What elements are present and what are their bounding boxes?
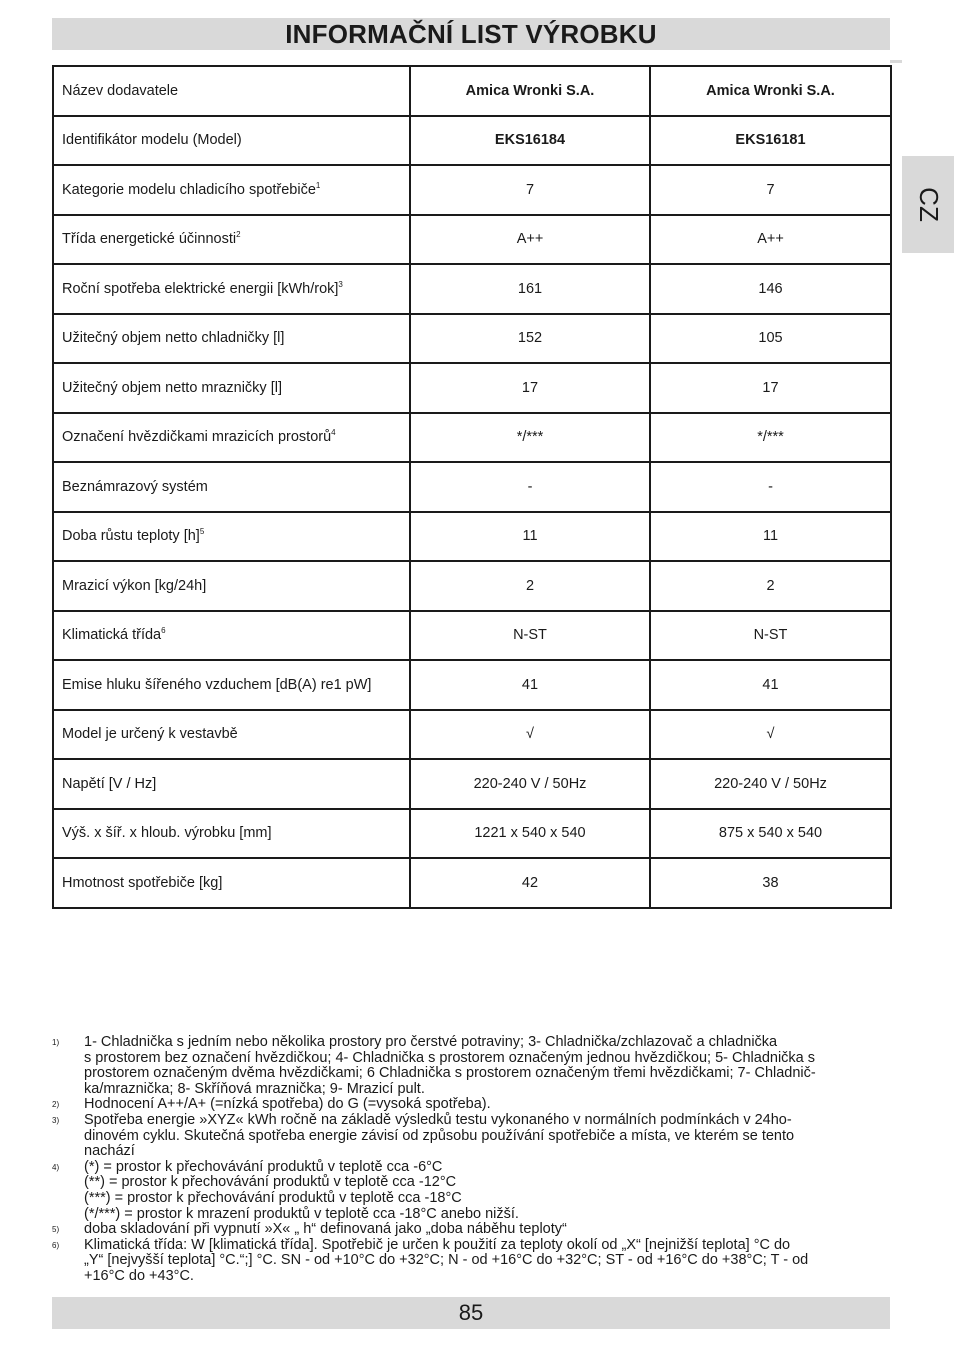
footnote-line: Hodnocení A++/A+ (=nízká spotřeba) do G (=vysoká spotřeba).: [84, 1096, 491, 1113]
model-1-value: 2: [410, 561, 650, 611]
table-row: [53, 363, 891, 413]
row-label-text: Hmotnost spotřebiče [kg]: [62, 874, 223, 891]
row-label: [53, 116, 410, 166]
model-2-value: 41: [650, 660, 891, 710]
row-label-text: Beznámrazový systém: [62, 478, 208, 495]
model-2-value: 17: [650, 363, 891, 413]
model-2-value: 38: [650, 858, 891, 908]
table-row: [53, 809, 891, 859]
row-label: [53, 512, 410, 562]
page-number: 85: [458, 1300, 484, 1325]
model-2-value: */***: [650, 413, 891, 463]
footnote: [52, 1113, 890, 1160]
row-label-text: Identifikátor modelu (Model): [62, 132, 242, 149]
model-1-value: 41: [410, 660, 650, 710]
model-2-value: -: [650, 462, 891, 512]
row-label-text: Klimatická třída: [62, 627, 162, 644]
model-2-value: 220-240 V / 50Hz: [650, 759, 891, 809]
row-label-text: Kategorie modelu chladicího spotřebiče: [62, 181, 316, 198]
table-row: [53, 759, 891, 809]
table-row: [53, 512, 891, 562]
footnote-number: 6): [52, 1240, 60, 1250]
language-label: CZ: [913, 187, 944, 222]
product-info-table-body: [53, 66, 891, 908]
table-row: [53, 264, 891, 314]
footnote-ref: 2: [236, 230, 241, 240]
row-label-text: Výš. x šíř. x hloub. výrobku [mm]: [62, 825, 272, 842]
table-row: [53, 215, 891, 265]
footnote-line: (*/***) = prostor k mrazení produktů v teplotě cca -18°C anebo nižší.: [84, 1205, 519, 1222]
footnote-number: 2): [52, 1100, 60, 1110]
footnote-line: +16°C do +43°C.: [84, 1267, 194, 1284]
row-label-text: Užitečný objem netto mrazničky [l]: [62, 379, 282, 396]
row-label: [53, 759, 410, 809]
row-label: [53, 462, 410, 512]
model-2-value: 105: [650, 314, 891, 364]
row-label: [53, 363, 410, 413]
footnote-line: (**) = prostor k přechovávání produktů v teplotě cca -12°C: [84, 1174, 457, 1191]
footnote: [52, 1160, 890, 1222]
footnote-text: [84, 1035, 890, 1097]
row-label: [53, 215, 410, 265]
language-tab: [902, 156, 954, 253]
model-2-value: 7: [650, 165, 891, 215]
row-label: [53, 561, 410, 611]
row-label: [53, 66, 410, 116]
table-row: [53, 462, 891, 512]
footnote-text: [84, 1222, 890, 1238]
footnote-number: 3): [52, 1115, 60, 1125]
model-1-value: √: [410, 710, 650, 760]
row-label-text: Napětí [V / Hz]: [62, 775, 157, 792]
footnote-line: Spotřeba energie »XYZ« kWh ročně na základě výsledků testu vykonaného v normálních podmínkách v 24ho-: [84, 1111, 792, 1128]
footnote: [52, 1238, 890, 1285]
row-label-text: Užitečný objem netto chladničky [l]: [62, 330, 285, 347]
row-label-text: Třída energetické účinnosti: [62, 231, 237, 248]
row-label-text: Název dodavatele: [62, 82, 179, 99]
table-row: [53, 413, 891, 463]
row-label: [53, 660, 410, 710]
footnote: [52, 1097, 890, 1113]
model-2-value: 2: [650, 561, 891, 611]
table-row: [53, 660, 891, 710]
model-1-value: 17: [410, 363, 650, 413]
footnote-line: 1- Chladnička s jedním nebo několika prostory pro čerstvé potraviny; 3- Chladnička/zchlazovač a chladnička: [84, 1034, 778, 1050]
row-label-text: Doba růstu teploty [h]: [62, 528, 200, 545]
page-footer: [52, 1297, 890, 1329]
table-row: [53, 561, 891, 611]
model-1-value: 161: [410, 264, 650, 314]
model-2-value: EKS16181: [650, 116, 891, 166]
model-1-value: Amica Wronki S.A.: [410, 66, 650, 116]
row-label: [53, 809, 410, 859]
model-2-value: √: [650, 710, 891, 760]
model-1-value: -: [410, 462, 650, 512]
model-1-value: 1221 x 540 x 540: [410, 809, 650, 859]
footnote-text: [84, 1113, 890, 1160]
model-1-value: 220-240 V / 50Hz: [410, 759, 650, 809]
footnote-number: 4): [52, 1162, 60, 1172]
footnote-line: nachází: [84, 1143, 135, 1160]
footnote-line: (*) = prostor k přechovávání produktů v teplotě cca -6°C: [84, 1158, 443, 1175]
table-row: [53, 66, 891, 116]
footnote-number: 5): [52, 1225, 60, 1235]
row-label: [53, 710, 410, 760]
model-1-value: 11: [410, 512, 650, 562]
model-1-value: */***: [410, 413, 650, 463]
row-label-text: Označení hvězdičkami mrazicích prostorů: [62, 429, 332, 446]
row-label: [53, 314, 410, 364]
footnote-line: „Y“ [nejvyšší teplota] °C.“;] °C. SN - od +10°C do +32°C; N - od +16°C do +32°C; ST - od +16°C do +38°C; T - od: [84, 1252, 809, 1269]
footnote-line: (***) = prostor k přechovávání produktů v teplotě cca -18°C: [84, 1189, 462, 1206]
row-label: [53, 413, 410, 463]
row-label: [53, 165, 410, 215]
table-row: [53, 314, 891, 364]
model-1-value: 42: [410, 858, 650, 908]
footnote-line: s prostorem bez označení hvězdičkou; 4- Chladnička s prostorem označeným jednou hvězdičkou; 5- Chladnička s: [84, 1049, 816, 1066]
footnote-line: doba skladování při vypnutí »X« „ h“ definovaná jako „doba náběhu teploty“: [84, 1221, 567, 1238]
table-row: [53, 710, 891, 760]
footnote-text: [84, 1238, 890, 1285]
footnote-number: 1): [52, 1038, 60, 1047]
footnote: [52, 1035, 890, 1097]
footnote-text: [84, 1097, 890, 1113]
footnotes: [52, 1035, 890, 1285]
footnote-line: prostorem označeným dvěma hvězdičkami; 6 Chladnička s prostorem označeným třemi hvězdičkami; 7- Chladnič-: [84, 1065, 816, 1082]
model-2-value: 11: [650, 512, 891, 562]
model-2-value: Amica Wronki S.A.: [650, 66, 891, 116]
footnote-line: dinovém cyklu. Skutečná spotřeba energie závisí od způsobu používání spotřebiče a místa, ve kterém se tento: [84, 1127, 795, 1144]
row-label: [53, 611, 410, 661]
row-label-text: Roční spotřeba elektrické energii [kWh/rok]: [62, 280, 339, 297]
footnote-ref: 3: [338, 279, 343, 289]
model-1-value: 152: [410, 314, 650, 364]
table-row: [53, 116, 891, 166]
product-info-table: [52, 65, 892, 909]
model-2-value: N-ST: [650, 611, 891, 661]
table-row: [53, 858, 891, 908]
row-label: [53, 264, 410, 314]
model-1-value: A++: [410, 215, 650, 265]
footnote-ref: 5: [199, 527, 205, 537]
row-label-text: Model je určený k vestavbě: [62, 726, 238, 743]
row-label-text: Mrazicí výkon [kg/24h]: [62, 577, 207, 594]
row-label: [53, 858, 410, 908]
title-bar: [52, 18, 890, 50]
footnote-text: [84, 1160, 890, 1222]
model-1-value: N-ST: [410, 611, 650, 661]
model-1-value: 7: [410, 165, 650, 215]
model-2-value: 146: [650, 264, 891, 314]
footnote-line: ka/mraznička; 8- Skříňová mraznička; 9- Mrazicí pult.: [84, 1080, 425, 1097]
row-label-text: Emise hluku šířeného vzduchem [dB(A) re1 pW]: [62, 676, 372, 693]
footnote-ref: 4: [331, 428, 336, 438]
table-row: [53, 165, 891, 215]
page-title: INFORMAČNÍ LIST VÝROBKU: [285, 18, 657, 49]
footnote: [52, 1222, 890, 1238]
footnote-ref: 6: [161, 626, 166, 636]
model-2-value: A++: [650, 215, 891, 265]
footnote-line: Klimatická třída: W [klimatická třída]. Spotřebič je určen k použití za teploty okolí od „X“ [nejnižší teplota] °C do: [84, 1236, 791, 1253]
model-1-value: EKS16184: [410, 116, 650, 166]
header-rule: [890, 60, 902, 63]
footnote-ref: 1: [315, 180, 321, 190]
model-2-value: 875 x 540 x 540: [650, 809, 891, 859]
table-row: [53, 611, 891, 661]
